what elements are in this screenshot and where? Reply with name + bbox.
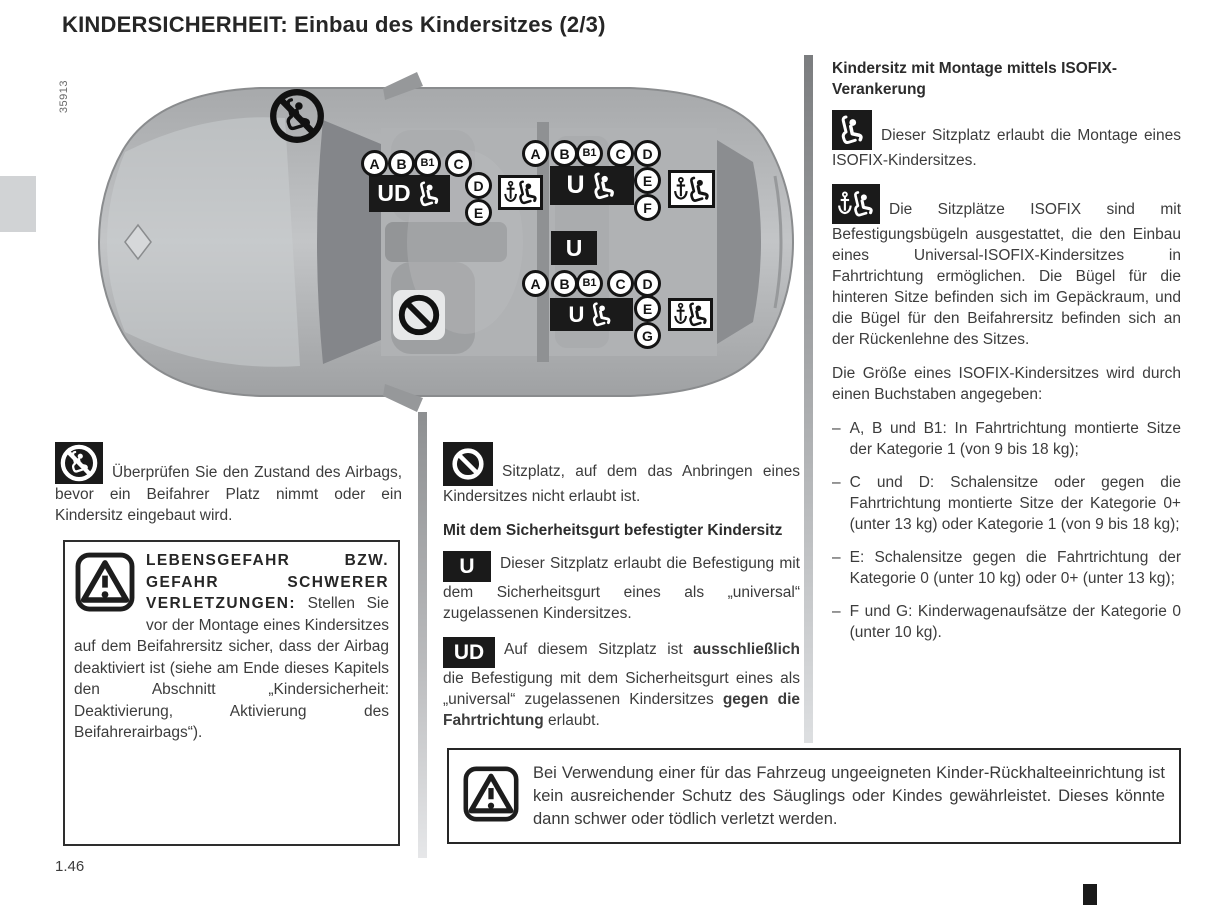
seat-size-badge: C bbox=[607, 140, 634, 167]
warning-bold-text: LEBENSGEFAHR BZW. GEFAHR SCHWERER VERLETZUNGEN: bbox=[146, 552, 389, 612]
danger-warning-box bbox=[63, 540, 400, 846]
car-seating-diagram bbox=[85, 66, 801, 418]
seat-size-badge: D bbox=[465, 172, 492, 199]
seat-size-badge: C bbox=[445, 150, 472, 177]
seat-size-badge: B1 bbox=[414, 150, 441, 177]
airbag-no-rearfacing-seat-icon bbox=[55, 442, 103, 484]
ud-tag-paragraph: UD Auf diesem Sitzplatz ist ausschließlich die Befestigung mit dem Sicherheitsgurt eines als „universal“ zugelassenen Kindersitzes gegen die Fahrtrichtung erlaubt. bbox=[443, 637, 800, 731]
seat-size-badge: A bbox=[361, 150, 388, 177]
belt-mounting-tag: U bbox=[550, 298, 633, 331]
seat-size-badge: D bbox=[634, 140, 661, 167]
seat-size-badge: A bbox=[522, 270, 549, 297]
no-child-seat-sign bbox=[393, 290, 445, 340]
right-column bbox=[832, 56, 1181, 655]
bottom-warning-text: Bei Verwendung einer für das Fahrzeug ungeeigneten Kinder-Rückhalteeinrichtung ist kein ausreichender Schutz des Säuglings oder Kindes gewährleistet. Dieses könnte dann schwer oder tödlich verletzt werden. bbox=[533, 763, 1165, 828]
bottom-warning-box bbox=[447, 748, 1181, 844]
seat-size-badge: A bbox=[522, 140, 549, 167]
size-intro-paragraph: Die Größe eines ISOFIX-Kindersitzes wird durch einen Buchstaben angegeben: bbox=[832, 365, 1181, 403]
isofix-heading: Kindersitz mit Montage mittels ISOFIX-Verankerung bbox=[832, 60, 1118, 98]
size-bullet: – C und D: Schalensitze oder gegen die Fahrtrichtung montierte Sitze der Kategorie 0+ (unter 13 kg) oder Kategorie 1 (von 9 bis 18 kg); bbox=[832, 474, 1181, 533]
column-divider bbox=[418, 412, 427, 858]
forbidden-seat-paragraph: Sitzplatz, auf dem das Anbringen eines Kindersitzes nicht erlaubt ist. bbox=[443, 442, 800, 507]
size-bullet: – E: Schalensitze gegen die Fahrtrichtung der Kategorie 0 (unter 10 kg) oder 0+ (unter 13 kg); bbox=[832, 549, 1181, 587]
size-bullet: – A, B und B1: In Fahrtrichtung montierte Sitze der Kategorie 1 (von 9 bis 18 kg); bbox=[832, 420, 1181, 458]
left-column bbox=[55, 442, 402, 539]
seat-size-badge: B1 bbox=[576, 270, 603, 297]
no-child-seat-icon bbox=[443, 442, 493, 486]
seat-size-badge: C bbox=[607, 270, 634, 297]
seat-size-badge: D bbox=[634, 270, 661, 297]
child-seat-icon bbox=[589, 302, 614, 327]
belt-mounting-heading: Mit dem Sicherheitsgurt befestigter Kindersitz bbox=[443, 522, 783, 539]
belt-mounting-tag: UD bbox=[369, 175, 450, 212]
child-seat-icon bbox=[590, 172, 618, 200]
figure-code: 35913 bbox=[58, 80, 70, 114]
chapter-tab bbox=[0, 176, 36, 232]
child-seat-icon bbox=[416, 181, 442, 207]
isofix-anchorage-icon bbox=[498, 175, 543, 210]
seat-size-badge: F bbox=[634, 194, 661, 221]
seat-size-badge: B bbox=[551, 270, 578, 297]
belt-mounting-tag: U bbox=[551, 231, 597, 265]
seat-size-badge: E bbox=[634, 167, 661, 194]
isofix-anchor-paragraph: Die Sitzplätze ISOFIX sind mit Befestigungsbügeln ausgestattet, die den Einbau eines Universal-ISOFIX-Kindersitzes in Fahrtrichtung ermöglichen. Die Bügel für die hinteren Sitze befinden sich im Gepäckraum, und die Bügel für den Beifahrersitz befinden sich an der Rückenlehne des Sitzes. bbox=[832, 184, 1181, 350]
airbag-check-paragraph: Überprüfen Sie den Zustand des Airbags, bevor ein Beifahrer Platz nimmt oder ein Kindersitz eingebaut wird. bbox=[55, 442, 402, 526]
isofix-seat-paragraph: Dieser Sitzplatz erlaubt die Montage eines ISOFIX-Kindersitzes. bbox=[832, 110, 1181, 171]
warning-triangle-icon bbox=[463, 765, 519, 828]
isofix-anchorage-icon bbox=[668, 170, 715, 208]
warning-text: Stellen Sie vor der Montage eines Kindersitzes auf dem Beifahrersitz sicher, dass der Airbag deaktiviert ist (siehe am Ende dieses Kapitels den Abschnitt „Kindersicherheit: Deaktivierung, Aktivierung des Beifahrerairbags“). bbox=[74, 595, 389, 741]
isofix-anchorage-icon bbox=[668, 298, 713, 331]
seat-size-badge: B bbox=[551, 140, 578, 167]
seat-size-badge: B1 bbox=[576, 140, 603, 167]
belt-mounting-tag: U bbox=[550, 166, 634, 205]
size-bullet: – F und G: Kinderwagenaufsätze der Kategorie 0 (unter 10 kg). bbox=[832, 603, 1181, 641]
page-number: 1.46 bbox=[55, 858, 85, 875]
seat-size-badge: G bbox=[634, 322, 661, 349]
seat-size-badge: E bbox=[634, 295, 661, 322]
child-seat-icon bbox=[832, 110, 872, 150]
seat-size-badge: B bbox=[388, 150, 415, 177]
u-tag-icon: U bbox=[443, 551, 491, 582]
warning-triangle-icon bbox=[74, 552, 136, 619]
middle-column bbox=[443, 442, 800, 744]
car-top-view bbox=[85, 66, 801, 418]
page-corner-mark bbox=[1083, 884, 1097, 905]
seat-size-badge: E bbox=[465, 199, 492, 226]
ud-tag-icon: UD bbox=[443, 637, 495, 668]
no-rearfacing-seat-sign bbox=[269, 88, 325, 149]
column-divider bbox=[804, 55, 813, 743]
isofix-anchorage-icon bbox=[832, 184, 880, 224]
page-title: KINDERSICHERHEIT: Einbau des Kindersitzes (2/3) bbox=[62, 12, 606, 37]
u-tag-paragraph: U Dieser Sitzplatz erlaubt die Befestigung mit dem Sicherheitsgurt eines als „universal“ zugelassenen Kindersitzes. bbox=[443, 551, 800, 624]
